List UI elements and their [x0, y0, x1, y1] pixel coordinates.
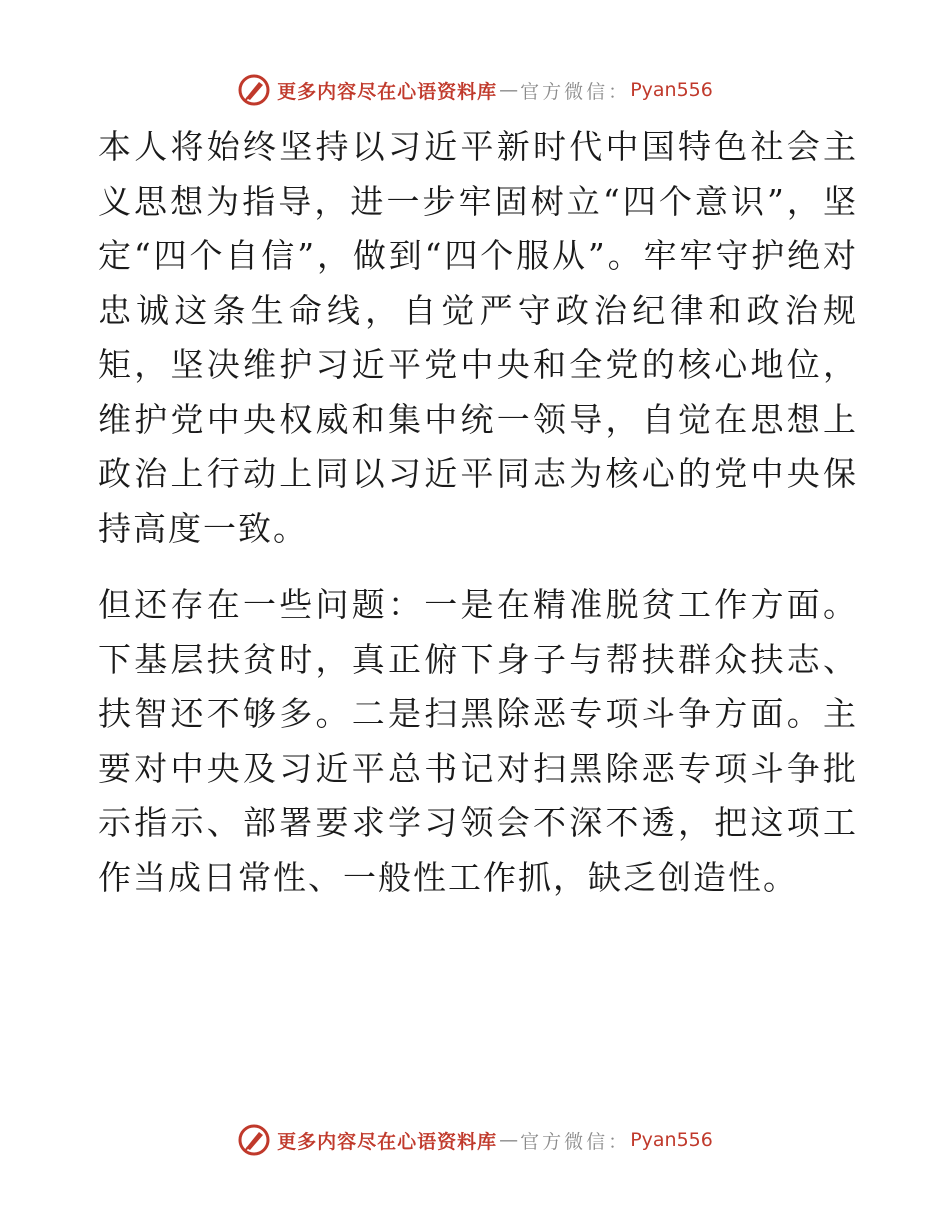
quill-in-circle-icon — [237, 1123, 271, 1157]
watermark-dash: — — [499, 79, 519, 101]
watermark-official: 官方微信： — [520, 1130, 631, 1153]
paragraph-1: 本人将始终坚持以习近平新时代中国特色社会主义思想为指导，进一步牢固树立“四个意识”，坚定“四个自信”，做到“四个服从”。牢牢守护绝对忠诚这条生命线，自觉严守政治纪律和政治规矩，坚决维护习近平党中央和全党的核心地位，维护党中央权威和集中统一领导，自觉在思想上政治上行动上同以习近平同志为核心的党中央保持高度一致。 — [98, 127, 858, 548]
quill-in-circle-icon — [237, 73, 271, 107]
watermark-brand: 更多内容尽在心语资料库 — [277, 1130, 498, 1153]
document-body — [98, 120, 858, 905]
paragraph-2: 但还存在一些问题：一是在精准脱贫工作方面。下基层扶贫时，真正俯下身子与帮扶群众扶志、扶智还不够多。二是扫黑除恶专项斗争方面。主要对中央及习近平总书记对扫黑除恶专项斗争批示指示、部署要求学习领会不深不透，把这项工作当成日常性、一般性工作抓，缺乏创造性。 — [98, 585, 858, 897]
watermark-wechat-id: Pyan556 — [630, 1129, 713, 1151]
watermark-brand: 更多内容尽在心语资料库 — [277, 80, 498, 103]
watermark-wechat-id: Pyan556 — [630, 79, 713, 101]
watermark-official: 官方微信： — [520, 80, 631, 103]
footer-watermark — [0, 1120, 950, 1160]
watermark-dash: — — [499, 1129, 519, 1151]
header-watermark — [0, 70, 950, 110]
